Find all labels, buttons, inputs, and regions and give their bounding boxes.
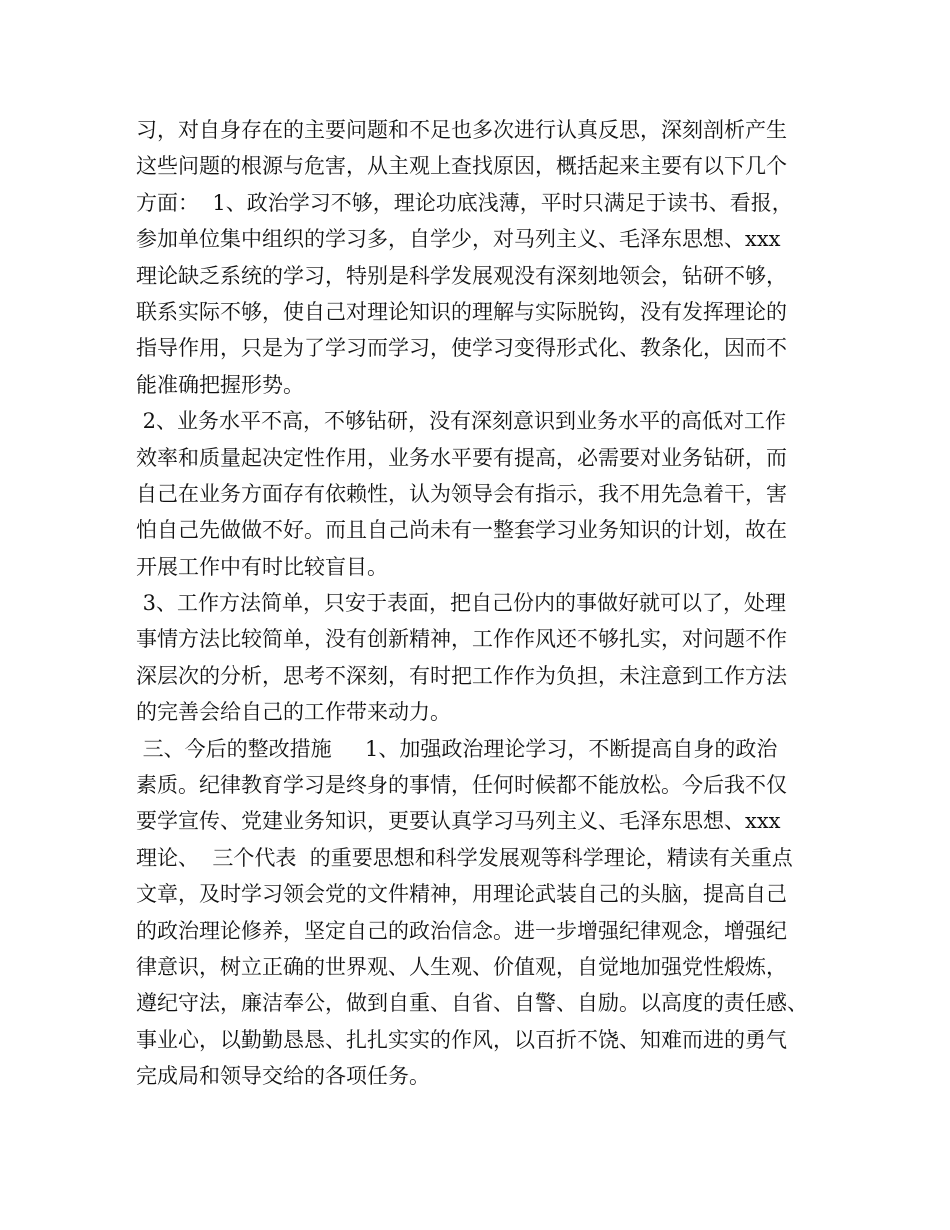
text-line: 效率和质量起决定性作用，业务水平要有提高，必需要对业务钻研，而 — [136, 445, 787, 470]
text-line: 习，对自身存在的主要问题和不足也多次进行认真反思，深刻剖析产生 — [136, 118, 787, 142]
text-line: 3、工作方法简单，只安于表面，把自己份内的事做好就可以了，处理 — [136, 591, 787, 616]
text-line: 开展工作中有时比较盲目。 — [136, 554, 388, 579]
text-line: 参加单位集中组织的学习多，自学少，对马列主义、毛泽东思想、xxx — [136, 227, 781, 252]
text-line: 遵纪守法，廉洁奉公，做到自重、自省、自警、自励。以高度的责任感、 — [136, 991, 808, 1016]
text-line: 完成局和领导交给的各项任务。 — [136, 1064, 430, 1089]
text-line: 文章，及时学习领会党的文件精神，用理论武装自己的头脑，提高自己 — [136, 882, 787, 907]
text-line: 深层次的分析，思考不深刻，有时把工作作为负担，未注意到工作方法 — [136, 663, 787, 688]
text-line: 的完善会给自己的工作带来动力。 — [136, 700, 451, 725]
text-line: 自己在业务方面存有依赖性，认为领导会有指示，我不用先急着干，害 — [136, 481, 787, 506]
text-line: 律意识，树立正确的世界观、人生观、价值观，自觉地加强党性煅炼， — [136, 954, 787, 979]
text-line: 能准确把握形势。 — [136, 372, 304, 397]
text-line: 这些问题的根源与危害，从主观上查找原因，概括起来主要有以下几个 — [136, 154, 787, 179]
text-line: 要学宣传、党建业务知识，更要认真学习马列主义、毛泽东思想、xxx — [136, 809, 781, 834]
text-line: 事情方法比较简单，没有创新精神，工作作风还不够扎实，对问题不作 — [136, 627, 787, 652]
text-line: 理论缺乏系统的学习，特别是科学发展观没有深刻地领会，钻研不够， — [136, 263, 787, 288]
text-line: 事业心，以勤勤恳恳、扎扎实实的作风，以百折不饶、知难而进的勇气 — [136, 1027, 787, 1052]
text-line: 联系实际不够，使自己对理论知识的理解与实际脱钩，没有发挥理论的 — [136, 299, 787, 324]
body-text — [136, 112, 826, 1095]
text-line: 指导作用，只是为了学习而学习，使学习变得形式化、教条化，因而不 — [136, 336, 787, 361]
text-line: 方面： 1、政治学习不够，理论功底浅薄，平时只满足于读书、看报， — [136, 190, 793, 215]
text-line: 的政治理论修养，坚定自己的政治信念。进一步增强纪律观念，增强纪 — [136, 918, 787, 943]
text-line: 三、今后的整改措施 1、加强政治理论学习，不断提高自身的政治 — [136, 736, 778, 761]
text-line: 怕自己先做做不好。而且自己尚未有一整套学习业务知识的计划，故在 — [136, 518, 787, 543]
text-line: 素质。纪律教育学习是终身的事情，任何时候都不能放松。今后我不仅 — [136, 773, 787, 798]
text-line: 理论、 三个代表 的重要思想和科学发展观等科学理论，精读有关重点 — [136, 845, 793, 870]
text-line: 2、业务水平不高，不够钻研，没有深刻意识到业务水平的高低对工作 — [136, 409, 787, 434]
